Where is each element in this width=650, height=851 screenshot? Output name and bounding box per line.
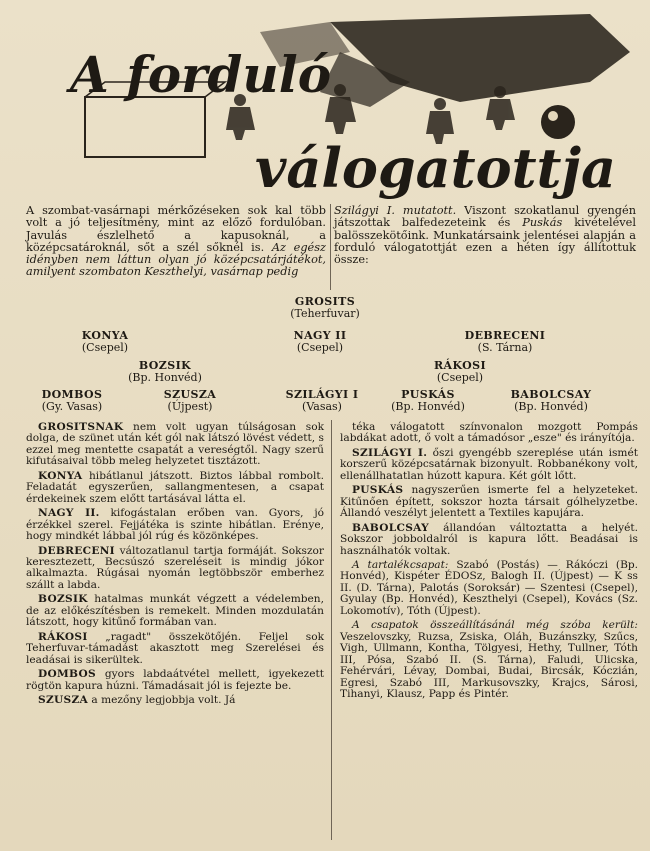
paragraph-text: Veszelovszky, Ruzsa, Zsiska, Oláh, Buzánszky, Szűcs, Vigh, Ullmann, Kontha, Tölgyesi, Hethy, Tullner, Tóth III, Pósa, Szabó II. (S. Tárna), Faludi, Ulicska, Fehérvári, Lévay, Dombai, Budai, Bircsák, Kóczián, Egresi, Szabó III, Markusovszky, Krajcs, Sárosi, Tihanyi, Klausz, Papp és Pintér. [340, 630, 638, 700]
player-ratings-left-column [26, 422, 324, 709]
player-right-back: KONYA (Csepel) [81, 329, 129, 354]
rating-paragraph [340, 422, 638, 445]
paragraph-text: téka válogatott színvonalon mozgott Pompás labdákat adott, ő volt a támadósor „esze" és irányítója. [340, 421, 638, 445]
paragraph-text: őszi gyengébb szereplése után ismét korszerű középcsatárnak bizonyult. Robbanékony volt, ellenállhatatlan húzott kapura. Két gólt lőtt. [340, 446, 638, 482]
title-line2: válogatottja [255, 136, 617, 200]
rating-paragraph [26, 632, 324, 666]
rating-paragraph [340, 560, 638, 617]
paragraph-text: állandóan változtatta a helyét. Sokszor jobboldalról is kapura lőtt. Beadásai is használhatók voltak. [340, 521, 638, 557]
paragraph-text: nem volt ugyan túlságosan sok dolga, de szünet után két gól nak látszó lövést védett, s ezzel meg mentette csapatát a vereségtől. Nagy szerű kifutásaival több meleg helyzetet tisztázott. [26, 421, 324, 468]
player-name-lead: KONYA [38, 469, 83, 482]
player-name-lead: BOZSIK [38, 593, 88, 606]
goal-sketch [85, 97, 205, 157]
team-lineup [0, 296, 650, 416]
player-name-lead: SZUSZA [38, 693, 89, 706]
player-name-lead: SZILÁGYI I. [352, 446, 428, 459]
player-centre-back: NAGY II (Csepel) [293, 329, 347, 354]
lead-text-run: Szilágyi I. mutatott. [334, 204, 457, 217]
rating-paragraph [26, 695, 324, 706]
rating-paragraph [340, 523, 638, 557]
section-lead: A csapatok összeállításánál még szóba került: [352, 619, 638, 632]
player-name-lead: GROSITSNAK [38, 421, 124, 433]
lead-text-run: A szombat-vasárnapi mérkőzéseken sok kal több volt a jó teljesítmény, mint az előző fordulóban. Javulás észlelhető a kapusoknál, a középcsatároknál, sőt a szél sőknél is. [26, 204, 326, 254]
rating-paragraph [340, 485, 638, 519]
column-divider [330, 204, 331, 290]
paragraph-text: hibátlanul játszott. Biztos lábbal rombolt. Feladatát egyszerűen, sallangmentesen, a csapat érdekeinek szem előtt tartásával látta el. [26, 469, 324, 505]
lead-paragraph-left [26, 205, 326, 279]
ball-sketch [541, 105, 575, 139]
section-lead: A tartalékcsapat: [352, 558, 449, 571]
paragraph-text: gyors labdaátvétel mellett, igyekezett rögtön kapura húzni. Támadásait jól is fejezte be. [26, 668, 324, 692]
lead-text-run: Puskás [522, 216, 563, 230]
paragraph-text: nagyszerűen ismerte fel a helyzeteket. Kitűnően épített, sokszor hozta társait gólhelyzetbe. Állandó veszélyt jelentett a Textiles kapujára. [340, 484, 638, 520]
column-divider-lower [331, 420, 332, 840]
rating-paragraph [340, 620, 638, 700]
rating-paragraph [26, 422, 324, 468]
player-name-lead: RÁKOSI [38, 630, 88, 643]
paragraph-text: „ragadt" összekötőjén. Feljel sok Teherfuvar-támadást akasztott meg Szerelései és leadásai is sikerültek. [26, 630, 324, 666]
lead-text-run: Az egész idényben nem láttun olyan jó középcsatárjátékot, amilyent szombaton Keszthelyi, vasárnap pedig [26, 240, 326, 279]
player-inside-right: SZUSZA (Újpest) [163, 388, 217, 413]
title-illustration [30, 12, 640, 202]
player-goalkeeper: GROSITS (Teherfuvar) [290, 295, 360, 320]
player-name-lead: DEBRECENI [38, 544, 115, 557]
player-name-lead: DOMBOS [38, 668, 96, 681]
rating-paragraph [340, 448, 638, 482]
rating-paragraph [26, 508, 324, 542]
rating-paragraph [26, 546, 324, 592]
rating-paragraph [26, 669, 324, 692]
lead-text-run: kivételével balösszekötőink. Munkatársaink jelentései alapján a forduló válogatottját ezen a héten így állítottuk össze: [334, 216, 636, 267]
paragraph-text: a mezőny legjobbja volt. Já [88, 693, 236, 706]
paragraph-text: változatlanul tartja formáját. Sokszor keresztezett, Becsúszó szereléseit is mindig jókor alkalmazta. Rúgásai nyomán legtöbbször emberhez szállt a labda. [26, 544, 324, 591]
lead-paragraph-right [334, 205, 636, 266]
player-name-lead: NAGY II. [38, 507, 100, 520]
player-right-half: BOZSIK (Bp. Honvéd) [128, 359, 202, 384]
player-inside-left: PUSKÁS (Bp. Honvéd) [391, 388, 465, 413]
player-centre-forward: SZILÁGYI I (Vasas) [285, 388, 359, 413]
player-left-wing: BABOLCSAY (Bp. Honvéd) [510, 388, 592, 413]
player-left-back: DEBRECENI (S. Tárna) [464, 329, 546, 354]
player-name-lead: BABOLCSAY [352, 521, 430, 534]
rating-paragraph [26, 471, 324, 505]
paragraph-text: Szabó (Postás) — Rákóczi (Bp. Honvéd), Kispéter ÉDOSz, Balogh II. (Újpest) — K ss II. (D. Tárna), Palotás (Soroksár) — Szentesi (Csepel), Gyulay (Bp. Honvéd), Keszthelyi (Csepel), Kovács (Sz. Lokomotív), Tóth (Újpest). [340, 558, 638, 617]
player-name-lead: PUSKÁS [352, 484, 404, 497]
title-line1: A forduló [70, 45, 332, 104]
lead-text-run: Viszont szokatlanul gyengén játszottak balfedezeteink és [334, 204, 636, 230]
player-ratings-right-column [340, 422, 638, 703]
rating-paragraph [26, 594, 324, 628]
player-right-wing: DOMBOS (Gy. Vasas) [41, 388, 103, 413]
player-left-half: RÁKOSI (Csepel) [433, 359, 486, 384]
paragraph-text: kifogástalan erőben van. Gyors, jó érzékkel szerel. Fejjátéka is szinte hibátlan. Erénye, hogy mindkét lábbal jól rúg és közönképes. [26, 507, 324, 543]
paragraph-text: hatalmas munkát végzett a védelemben, de az előkészítésben is remekelt. Minden mozdulatán látszott, hogy kitűnő formában van. [26, 593, 324, 629]
